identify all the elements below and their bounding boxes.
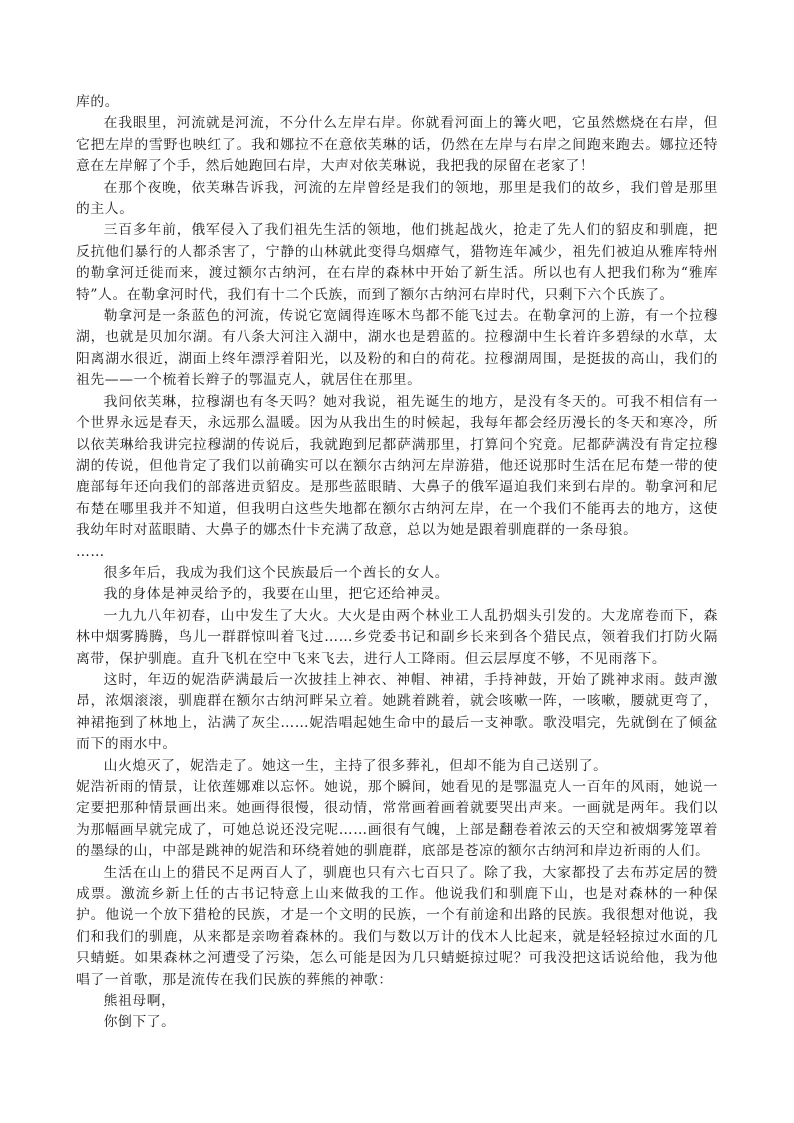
paragraph: 妮浩祈雨的情景，让依莲娜难以忘怀。她说，那个瞬间，她看见的是鄂温克人一百年的风雨，她说一定要把那种情景画出来。她画得很慢，很动情，常常画着画着就要哭出声来。一画就是两年。我们以为那幅画早就完成了，可她总说还没完呢……画很有气魄，上部是翻卷着浓云的天空和被烟雾笼罩着的墨绿的山，中部是跳神的妮浩和环绕着她的驯鹿群，底部是苍凉的额尔古纳河和岸边祈雨的人们。 <box>76 779 718 860</box>
paragraph: 很多年后，我成为我们这个民族最后一个酋长的女人。 <box>103 564 450 581</box>
ellipsis-separator: …… <box>76 543 105 560</box>
paragraph: 勒拿河是一条蓝色的河流，传说它宽阔得连啄木鸟都不能飞过去。在勒拿河的上游，有一个拉穆湖，也就是贝加尔湖。有八条大河注入湖中，湖水也是碧蓝的。拉穆湖中生长着许多碧绿的水草，太阳离湖水很近，湖面上终年漂浮着阳光，以及粉的和白的荷花。拉穆湖周围，是挺拔的高山，我们的祖先——一个梳着长辫子的鄂温克人，就居住在那里。 <box>76 308 718 389</box>
paragraph: 在那个夜晚，依芙琳告诉我，河流的左岸曾经是我们的领地，那里是我们的故乡，我们曾是那里的主人。 <box>76 179 718 218</box>
paragraph: 库的。 <box>76 94 120 110</box>
song-line: 熊祖母啊， <box>103 993 176 1010</box>
document-body <box>76 92 718 1034</box>
paragraph: 这时，年迈的妮浩萨满最后一次披挂上神衣、神帽、神裙，手持神鼓，开始了跳神求雨。鼓声激昂，浓烟滚滚，驯鹿群在额尔古纳河畔呆立着。她跳着跳着，就会咳嗽一阵，一咳嗽，腰就更弯了，神裙拖到了林地上，沾满了灰尘……妮浩唱起她生命中的最后一支神歌。歌没唱完，先就倒在了倾盆而下的雨水中。 <box>76 671 718 753</box>
song-line: 你倒下了。 <box>103 1014 176 1031</box>
paragraph: 我的身体是神灵给予的，我要在山里，把它还给神灵。 <box>103 586 450 603</box>
paragraph: 在我眼里，河流就是河流，不分什么左岸右岸。你就看河面上的篝火吧，它虽然燃烧在右岸，但它把左岸的雪野也映红了。我和娜拉不在意依芙琳的话，仍然在左岸与右岸之间跑来跑去。娜拉还特意在左岸解了个手，然后她跑回右岸，大声对依芙琳说，我把我的尿留在老家了！ <box>76 115 718 175</box>
paragraph: 山火熄灭了，妮浩走了。她这一生，主持了很多葬礼，但却不能为自己送别了。 <box>103 757 608 774</box>
paragraph: 三百多年前，俄军侵入了我们祖先生活的领地，他们挑起战火，抢走了先人们的貂皮和驯鹿，把反抗他们暴行的人都杀害了，宁静的山林就此变得乌烟瘴气，猎物连年减少，祖先们被迫从雅库特州的勒拿河迁徙而来，渡过额尔古纳河，在右岸的森林中开始了新生活。所以也有人把我们称为“雅库特”人。在勒拿河时代，我们有十二个氏族，而到了额尔古纳河右岸时代，只剩下六个氏族了。 <box>76 222 718 303</box>
paragraph: 一九九八年初春，山中发生了大火。大火是由两个林业工人乱扔烟头引发的。大龙席卷而下，森林中烟雾腾腾，鸟儿一群群惊叫着飞过……乡党委书记和副乡长来到各个猎民点，领着我们打防火隔离带，保护驯鹿。直升飞机在空中飞来飞去，进行人工降雨。但云层厚度不够，不见雨落下。 <box>76 607 718 667</box>
paragraph: 我问依芙琳，拉穆湖也有冬天吗？她对我说，祖先诞生的地方，是没有冬天的。可我不相信有一个世界永远是春天，永远那么温暖。因为从我出生的时候起，我每年都会经历漫长的冬天和寒冷，所以依芙琳给我讲完拉穆湖的传说后，我就跑到尼都萨满那里，打算问个究竟。尼都萨满没有肯定拉穆湖的传说，但他肯定了我们以前确实可以在额尔古纳河左岸游猎，他还说那时生活在尼布楚一带的使鹿部每年还向我们的部落进贡貂皮。是那些蓝眼睛、大鼻子的俄军逼迫我们来到右岸的。勒拿河和尼布楚在哪里我并不知道，但我明白这些失地都在额尔古纳河左岸，在一个我们不能再去的地方，这使我幼年时对蓝眼睛、大鼻子的娜杰什卡充满了敌意，总以为她是跟着驯鹿群的一条母狼。 <box>76 393 718 539</box>
paragraph: 生活在山上的猎民不足两百人了，驯鹿也只有六七百只了。除了我，大家都投了去布苏定居的赞成票。激流乡新上任的古书记特意上山来做我的工作。他说我们和驯鹿下山，也是对森林的一种保护。他说一个放下猎枪的民族，才是一个文明的民族，一个有前途和出路的民族。我很想对他说，我们和我们的驯鹿，从来都是亲吻着森林的。我们与数以万计的伐木人比起来，就是轻轻掠过水面的几只蜻蜓。如果森林之河遭受了污染，怎么可能是因为几只蜻蜓掠过呢？可我没把这话说给他，我为他唱了一首歌，那是流传在我们民族的葬熊的神歌： <box>76 864 718 988</box>
